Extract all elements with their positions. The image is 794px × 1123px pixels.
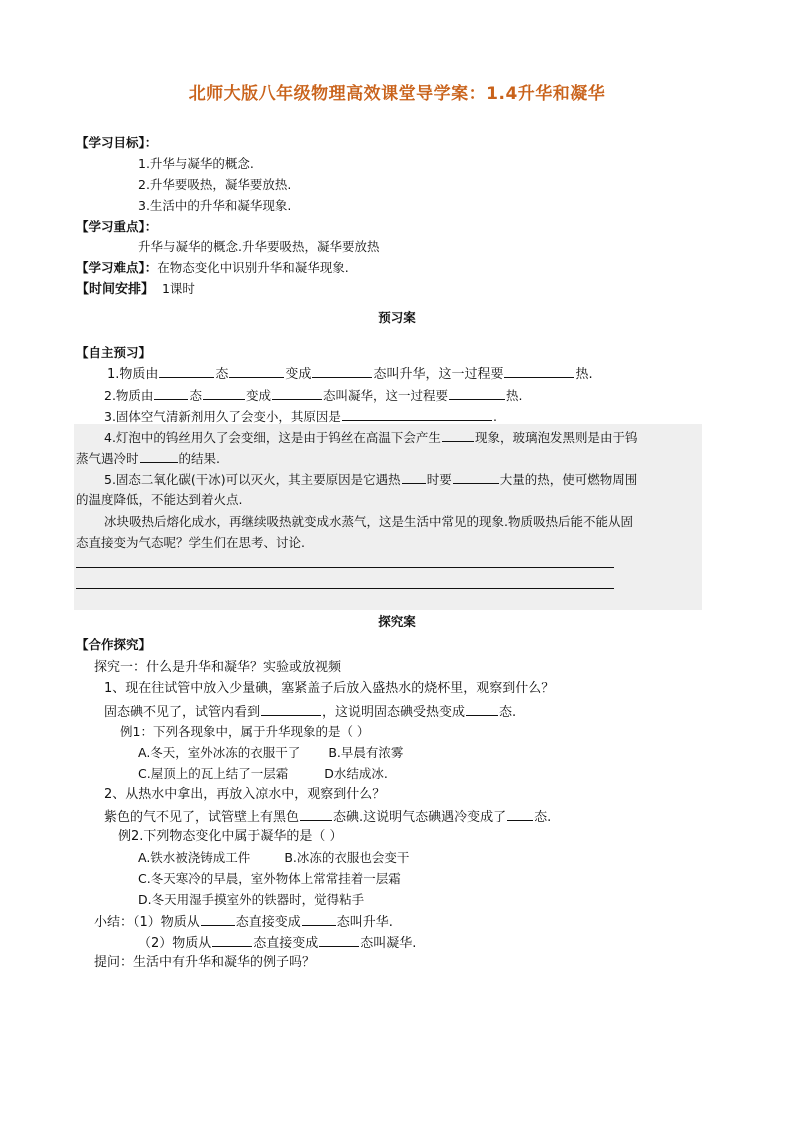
answer-blank[interactable]: [342, 407, 492, 421]
answer-blank[interactable]: [402, 470, 426, 484]
example-2-options: [138, 849, 409, 867]
preview-question-1: 1.物质由 态 变成 态叫升华，这一过程要 热.: [107, 364, 593, 384]
answer-blank[interactable]: [449, 386, 505, 400]
answer-blank[interactable]: [140, 449, 178, 463]
schedule-heading: 【时间安排】: [76, 282, 155, 297]
explore-heading: 【合作探究】: [76, 637, 152, 652]
answer-blank[interactable]: [212, 933, 252, 947]
explore-intro: 探究一：什么是升华和凝华？实验或放视频: [94, 660, 342, 675]
key-points-heading: 【学习重点】：: [76, 219, 158, 234]
summary-2: （2）物质从 态直接变成 态叫凝华.: [138, 933, 416, 953]
objective-item: 1.升华与凝华的概念.: [138, 156, 254, 171]
answer-blank[interactable]: [319, 933, 359, 947]
discussion-prompt: 提问：生活中有升华和凝华的例子吗？: [94, 955, 316, 970]
example-2-question: 例2.下列物态变化中属于凝华的是（ ）: [118, 829, 343, 844]
example-1-question: 例1：下列各现象中，属于升华现象的是（ ）: [120, 724, 370, 739]
key-points-text: 升华与凝华的概念.升华要吸热，凝华要放热: [138, 239, 380, 254]
explore-section-title: 探究案: [378, 614, 416, 629]
difficulty-text: 在物态变化中识别升华和凝华现象.: [157, 260, 349, 275]
option-a[interactable]: A.铁水被浇铸成工件: [138, 850, 251, 865]
option-c[interactable]: C.屋顶上的瓦上结了一层霜: [138, 766, 289, 781]
option-c[interactable]: C.冬天寒冷的早晨，室外物体上常常挂着一层霜: [138, 871, 401, 886]
summary-1: 小结：（1）物质从 态直接变成 态叫升华.: [94, 912, 393, 932]
answer-blank[interactable]: [261, 702, 321, 716]
answer-blank[interactable]: [201, 912, 235, 926]
preview-question-5-cont: 的温度降低，不能达到着火点.: [76, 492, 243, 507]
preview-paragraph: 态直接变为气态呢？学生们在思考、讨论.: [76, 535, 305, 550]
answer-blank[interactable]: [159, 364, 214, 378]
explore-step-2: 2、从热水中拿出，再放入凉水中，观察到什么？: [104, 787, 386, 802]
preview-section-title: 预习案: [378, 310, 416, 325]
example-1-options: [138, 744, 403, 762]
option-a[interactable]: A.冬天，室外冰冻的衣服干了: [138, 745, 301, 760]
answer-blank[interactable]: [229, 364, 284, 378]
preview-heading: 【自主预习】: [76, 345, 152, 360]
answer-blank[interactable]: [302, 912, 336, 926]
explore-step-1-result: 固态碘不见了，试管内看到 ，这说明固态碘受热变成 态.: [104, 702, 516, 722]
writing-line[interactable]: [76, 588, 614, 589]
option-d[interactable]: D水结成冰.: [324, 766, 388, 781]
objectives-heading: 【学习目标】：: [76, 135, 158, 150]
answer-blank[interactable]: [272, 386, 322, 400]
preview-question-4: 4.灯泡中的钨丝用久了会变细，这是由于钨丝在高温下会产生 现象，玻璃泡发黑则是由于钨: [104, 430, 638, 445]
answer-blank[interactable]: [453, 470, 499, 484]
objective-item: 3.生活中的升华和凝华现象.: [138, 198, 292, 213]
preview-paragraph: 冰块吸热后熔化成水，再继续吸热就变成水蒸气，这是生活中常见的现象.物质吸热后能不能从固: [104, 514, 633, 529]
option-b[interactable]: B.早晨有浓雾: [328, 745, 404, 760]
option-b[interactable]: B.冰冻的衣服也会变干: [284, 850, 410, 865]
option-d[interactable]: D.冬天用湿手摸室外的铁器时，觉得粘手: [138, 892, 365, 907]
answer-blank[interactable]: [466, 702, 498, 716]
answer-blank[interactable]: [507, 807, 533, 821]
schedule-text: 1课时: [161, 281, 195, 296]
preview-question-3: 3.固体空气清新剂用久了会变小，其原因是 .: [104, 409, 497, 424]
example-1-options: [138, 765, 388, 783]
answer-blank[interactable]: [154, 386, 188, 400]
difficulty-heading: 【学习难点】：: [76, 260, 158, 275]
answer-blank[interactable]: [442, 428, 474, 442]
answer-blank[interactable]: [312, 364, 372, 378]
answer-blank[interactable]: [504, 364, 574, 378]
objective-item: 2.升华要吸热，凝华要放热.: [138, 177, 292, 192]
page-title: 北师大版八年级物理高效课堂导学案：1.4升华和凝华: [188, 84, 606, 104]
preview-question-5: 5.固态二氧化碳(干冰)可以灭火，其主要原因是它遇热 时要 大量的热，使可燃物周围: [104, 472, 638, 487]
answer-blank[interactable]: [300, 807, 332, 821]
explore-step-2-result: 紫色的气不见了，试管壁上有黑色 态碘.这说明气态碘遇冷变成了 态.: [104, 807, 551, 827]
writing-line[interactable]: [76, 567, 614, 568]
explore-step-1: 1、现在往试管中放入少量碘，塞紧盖子后放入盛热水的烧杯里，观察到什么？: [104, 681, 555, 696]
preview-question-2: 2.物质由 态 变成 态叫凝华，这一过程要 热.: [104, 388, 523, 403]
answer-blank[interactable]: [203, 386, 245, 400]
